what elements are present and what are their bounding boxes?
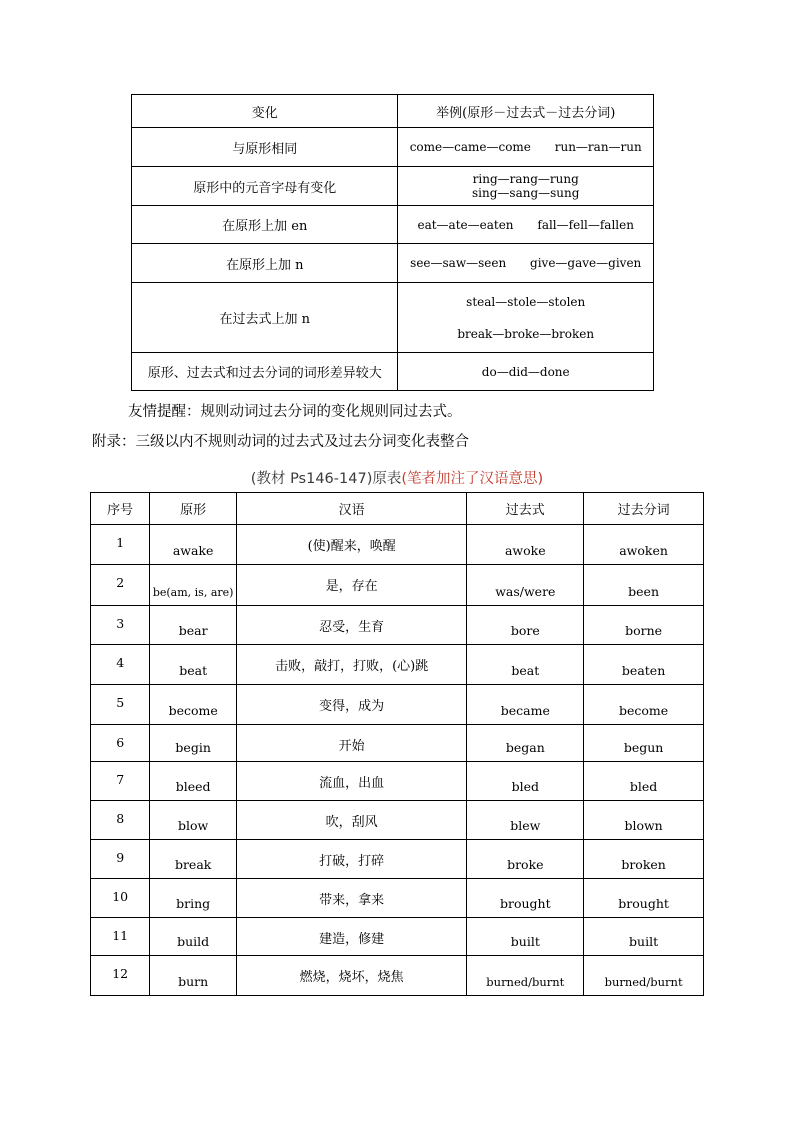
rules-change-cell: 在过去式上加 n bbox=[132, 283, 398, 353]
header-chinese: 汉语 bbox=[236, 493, 467, 525]
example-text: sing—sang—sung bbox=[472, 186, 580, 200]
example-text: see—saw—seen bbox=[410, 256, 507, 270]
verb-number: 3 bbox=[91, 606, 150, 645]
verb-base-form: bring bbox=[150, 879, 237, 918]
verb-past-participle: burned/burnt bbox=[584, 956, 704, 996]
verb-past-participle: been bbox=[584, 565, 704, 606]
verb-chinese-meaning: 带来，拿来 bbox=[236, 879, 467, 918]
example-text: break—broke—broken bbox=[457, 326, 595, 341]
header-base-form: 原形 bbox=[150, 493, 237, 525]
example-text: run—ran—run bbox=[554, 140, 642, 154]
caption-annotation: (笔者加注了汉语意思) bbox=[401, 471, 544, 487]
verb-chinese-meaning: 忍受，生育 bbox=[236, 606, 467, 645]
rules-header-change: 变化 bbox=[132, 95, 398, 128]
table-row bbox=[91, 685, 704, 725]
verb-past-participle: built bbox=[584, 918, 704, 956]
rules-row bbox=[132, 353, 654, 391]
rules-row bbox=[132, 244, 654, 283]
table-row bbox=[91, 725, 704, 762]
verb-base-form: bear bbox=[150, 606, 237, 645]
verb-base-form: break bbox=[150, 840, 237, 879]
rules-examples-cell bbox=[398, 206, 654, 244]
verb-base-form: blow bbox=[150, 801, 237, 840]
verb-base-form: awake bbox=[150, 525, 237, 565]
verb-past-participle: bled bbox=[584, 762, 704, 801]
verb-number: 2 bbox=[91, 565, 150, 606]
verb-past: burned/burnt bbox=[467, 956, 584, 996]
verb-past: bled bbox=[467, 762, 584, 801]
verb-chinese-meaning: 打破，打碎 bbox=[236, 840, 467, 879]
verb-past: beat bbox=[467, 645, 584, 685]
table-caption bbox=[0, 467, 794, 488]
rules-examples-cell bbox=[398, 167, 654, 206]
example-text: do—did—done bbox=[481, 364, 570, 379]
verb-chinese-meaning: 开始 bbox=[236, 725, 467, 762]
rules-change-cell: 在原形上加 en bbox=[132, 206, 398, 244]
verb-chinese-meaning: 变得，成为 bbox=[236, 685, 467, 725]
verb-chinese-meaning: 吹，刮风 bbox=[236, 801, 467, 840]
verb-number: 5 bbox=[91, 685, 150, 725]
rules-header-examples: 举例(原形－过去式－过去分词) bbox=[398, 95, 654, 128]
rules-change-cell: 在原形上加 n bbox=[132, 244, 398, 283]
example-text: come—came—come bbox=[409, 140, 531, 154]
table-row bbox=[91, 918, 704, 956]
verb-base-form: begin bbox=[150, 725, 237, 762]
verb-base-form: bleed bbox=[150, 762, 237, 801]
verbs-body bbox=[91, 525, 704, 996]
irregular-verbs-table bbox=[90, 492, 704, 996]
verb-past-participle: awoken bbox=[584, 525, 704, 565]
verb-base-form: become bbox=[150, 685, 237, 725]
verb-base-form: build bbox=[150, 918, 237, 956]
verb-number: 6 bbox=[91, 725, 150, 762]
verb-number: 11 bbox=[91, 918, 150, 956]
verb-past-participle: begun bbox=[584, 725, 704, 762]
header-past-participle: 过去分词 bbox=[584, 493, 704, 525]
verb-number: 1 bbox=[91, 525, 150, 565]
verb-base-form: beat bbox=[150, 645, 237, 685]
verb-past-participle: become bbox=[584, 685, 704, 725]
example-text: steal—stole—stolen bbox=[466, 294, 586, 309]
verbs-header-row bbox=[91, 493, 704, 525]
rules-change-cell: 原形中的元音字母有变化 bbox=[132, 167, 398, 206]
verb-number: 4 bbox=[91, 645, 150, 685]
verb-past: was/were bbox=[467, 565, 584, 606]
verb-past-participle: blown bbox=[584, 801, 704, 840]
verb-past-participle: broken bbox=[584, 840, 704, 879]
rules-examples-cell bbox=[398, 244, 654, 283]
verb-past: broke bbox=[467, 840, 584, 879]
verb-past: awoke bbox=[467, 525, 584, 565]
verb-past: blew bbox=[467, 801, 584, 840]
verb-past: bore bbox=[467, 606, 584, 645]
verb-past: built bbox=[467, 918, 584, 956]
verb-chinese-meaning: 击败，敲打，打败，(心)跳 bbox=[236, 645, 467, 685]
verb-past: brought bbox=[467, 879, 584, 918]
verb-chinese-meaning: 建造，修建 bbox=[236, 918, 467, 956]
example-text: eat—ate—eaten bbox=[417, 217, 514, 232]
verb-number: 7 bbox=[91, 762, 150, 801]
header-past: 过去式 bbox=[467, 493, 584, 525]
rules-row bbox=[132, 206, 654, 244]
rules-examples-cell bbox=[398, 128, 654, 167]
verb-chinese-meaning: 是，存在 bbox=[236, 565, 467, 606]
caption-source: (教材 Ps146-147)原表 bbox=[250, 471, 402, 487]
verb-past: began bbox=[467, 725, 584, 762]
verb-past-participle: beaten bbox=[584, 645, 704, 685]
rules-row bbox=[132, 128, 654, 167]
verb-base-form: be(am, is, are) bbox=[150, 565, 237, 606]
table-row bbox=[91, 879, 704, 918]
verb-chinese-meaning: 流血，出血 bbox=[236, 762, 467, 801]
rules-examples-cell bbox=[398, 283, 654, 353]
table-row bbox=[91, 525, 704, 565]
table-row bbox=[91, 606, 704, 645]
verb-number: 9 bbox=[91, 840, 150, 879]
verb-number: 10 bbox=[91, 879, 150, 918]
rules-row bbox=[132, 167, 654, 206]
table-row bbox=[91, 645, 704, 685]
verb-past: became bbox=[467, 685, 584, 725]
example-text: give—gave—given bbox=[530, 256, 642, 270]
table-row bbox=[91, 801, 704, 840]
verb-number: 8 bbox=[91, 801, 150, 840]
rules-change-cell: 与原形相同 bbox=[132, 128, 398, 167]
table-row bbox=[91, 956, 704, 996]
appendix-title: 附录：三级以内不规则动词的过去式及过去分词变化表整合 bbox=[92, 434, 469, 450]
rules-header-row bbox=[132, 95, 654, 128]
rules-table bbox=[131, 94, 654, 391]
verb-number: 12 bbox=[91, 956, 150, 996]
verb-chinese-meaning: 燃烧，烧坏，烧焦 bbox=[236, 956, 467, 996]
rules-examples-cell bbox=[398, 353, 654, 391]
table-row bbox=[91, 762, 704, 801]
verb-past-participle: borne bbox=[584, 606, 704, 645]
table-row bbox=[91, 565, 704, 606]
verb-past-participle: brought bbox=[584, 879, 704, 918]
table-row bbox=[91, 840, 704, 879]
example-text: fall—fell—fallen bbox=[537, 217, 634, 232]
header-number: 序号 bbox=[91, 493, 150, 525]
rules-change-cell: 原形、过去式和过去分词的词形差异较大 bbox=[132, 353, 398, 391]
verb-base-form: burn bbox=[150, 956, 237, 996]
verb-chinese-meaning: (使)醒来，唤醒 bbox=[236, 525, 467, 565]
reminder-note: 友情提醒：规则动词过去分词的变化规则同过去式。 bbox=[128, 404, 462, 420]
example-text: ring—rang—rung bbox=[472, 172, 579, 186]
rules-row bbox=[132, 283, 654, 353]
